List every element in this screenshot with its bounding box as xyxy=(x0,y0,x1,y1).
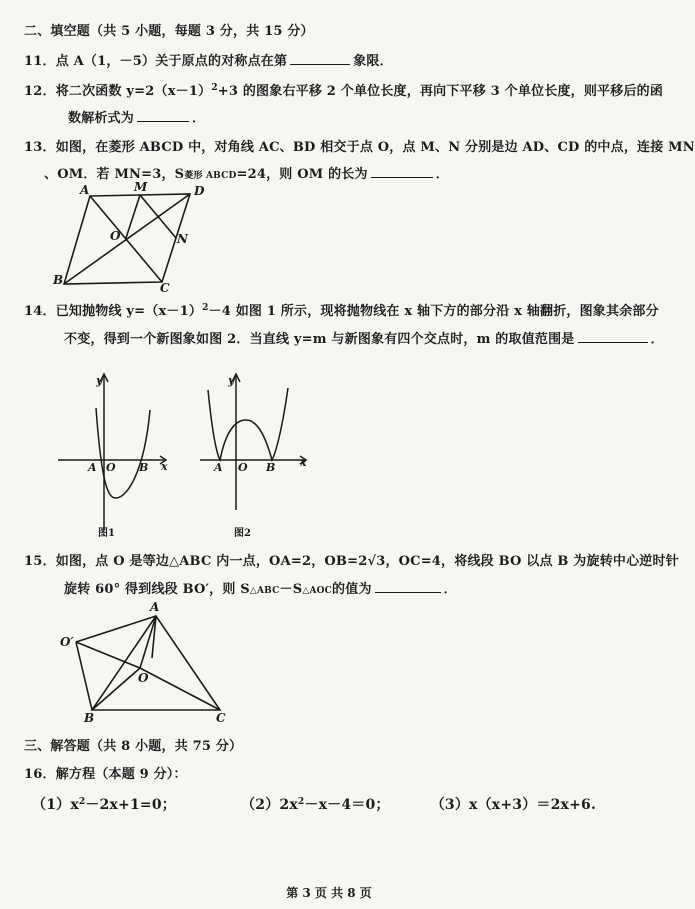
q15-line2a: 旋转 60° 得到线段 BO′，则 S xyxy=(64,582,250,597)
q12-text-b: +3 的图象右平移 2 个单位长度，再向下平移 3 个单位长度，则平移后的函 xyxy=(217,84,664,99)
fig1-caption: 图1 xyxy=(98,528,115,539)
q15-triangle-figure xyxy=(56,598,236,726)
fig1-label-b: B xyxy=(139,461,149,474)
q15-label-b: B xyxy=(84,711,95,725)
section-2-heading: 二、填空题（共 5 小题，每题 3 分，共 15 分） xyxy=(24,24,314,39)
question-11 xyxy=(24,50,393,69)
fig1-label-x: x xyxy=(161,460,168,473)
q15-label-a: A xyxy=(150,600,160,614)
q15-label-o1: O′ xyxy=(60,635,74,649)
q14-figure-1 xyxy=(54,370,174,540)
q11-text-a: 11．点 A（1，－5）关于原点的对称点在第 xyxy=(24,54,288,69)
q13-answer-blank[interactable] xyxy=(371,165,433,178)
fig1-label-a: A xyxy=(88,461,97,474)
q13-line2b: =24，则 OM 的长为 xyxy=(236,167,368,182)
q12-answer-blank[interactable] xyxy=(137,109,189,122)
fig2-label-o: O xyxy=(238,461,248,474)
q14-line2: 不变，得到一个新图象如图 2．当直线 y=m 与新图象有四个交点时，m 的取值范围是 xyxy=(64,332,575,347)
fig2-label-y: y xyxy=(228,374,235,387)
q15-mid: －S xyxy=(279,582,303,597)
q14-line1a: 14．已知抛物线 y=（x－1） xyxy=(24,304,203,319)
question-16-equations xyxy=(32,794,596,814)
question-13: 13．如图，在菱形 ABCD 中，对角线 AC、BD 相交于点 O，点 M、N 分别是边 AD、CD 的中点，连接 MN xyxy=(24,140,695,155)
q15-label-o: O xyxy=(138,671,149,685)
q12-line2: 数解析式为 xyxy=(68,111,135,126)
q12-text-a: 12．将二次函数 y=2（x－1） xyxy=(24,84,212,99)
question-15: 15．如图，点 O 是等边△ABC 内一点，OA=2，OB=2√3，OC=4，将线段 BO 以点 B 为旋转中心逆时针 xyxy=(24,554,679,569)
question-16: 16．解方程（本题 9 分）： xyxy=(24,767,187,782)
q14-line1b: －4 如图 1 所示，现将抛物线在 x 轴下方的部分沿 x 轴翻折，图象其余部分 xyxy=(208,304,659,319)
diagonal-bd xyxy=(64,194,190,284)
q12-end: ． xyxy=(192,111,206,126)
q14-end: ． xyxy=(650,332,664,347)
label-c: C xyxy=(160,281,170,295)
label-o: O xyxy=(110,229,121,243)
q15-answer-blank[interactable] xyxy=(375,580,441,593)
q13-subscript: 菱形 ABCD xyxy=(184,171,237,181)
fig2-caption: 图2 xyxy=(234,528,251,539)
question-12-line2 xyxy=(68,107,205,126)
fig2-label-a: A xyxy=(214,461,223,474)
section-3-heading: 三、解答题（共 8 小题，共 75 分） xyxy=(24,739,243,754)
q13-line2a: 、OM．若 MN=3，S xyxy=(44,167,185,182)
page-number: 第 3 页 共 8 页 xyxy=(286,886,372,900)
q14-figure-2 xyxy=(196,370,316,540)
segment-mn xyxy=(140,195,176,238)
fig2-label-b: B xyxy=(266,461,276,474)
q15-label-c: C xyxy=(216,711,226,725)
question-15-line2 xyxy=(64,578,457,597)
q13-rhombus-figure xyxy=(50,180,220,295)
q15-sub1: △ABC xyxy=(249,586,280,596)
fig2-label-x: x xyxy=(300,456,307,469)
q16-eq3: （3）x（x+3）＝2x+6. xyxy=(430,797,597,813)
q15-end: ． xyxy=(443,582,457,597)
segment-bo1 xyxy=(76,642,92,710)
q16-eq2: $(2)2x^2-x-4=0$； xyxy=(241,797,390,813)
segment-o1a xyxy=(76,616,156,642)
q11-text-b: 象限． xyxy=(353,54,393,69)
label-n: N xyxy=(177,232,188,246)
q15-line2b: 的值为 xyxy=(332,582,372,597)
q11-answer-blank[interactable] xyxy=(290,52,350,65)
q15-sub2: △AOC xyxy=(302,586,333,596)
q12-exponent: 2 xyxy=(211,83,218,93)
q14-answer-blank[interactable] xyxy=(578,330,648,343)
question-14-line2 xyxy=(64,328,664,347)
q14-exponent: 2 xyxy=(202,303,209,313)
question-14 xyxy=(24,300,659,319)
label-a: A xyxy=(80,183,90,197)
q16-eq1: $(1)x^2-2x+1=0$； xyxy=(32,797,176,813)
segment-oc xyxy=(140,668,220,710)
fig2-folded-curve xyxy=(208,388,288,460)
label-d: D xyxy=(194,184,205,198)
fig1-label-o: O xyxy=(106,461,116,474)
question-12 xyxy=(24,80,663,99)
label-m: M xyxy=(134,180,148,194)
fig1-label-y: y xyxy=(96,374,103,387)
label-b: B xyxy=(53,273,64,287)
q13-end: ． xyxy=(435,167,449,182)
